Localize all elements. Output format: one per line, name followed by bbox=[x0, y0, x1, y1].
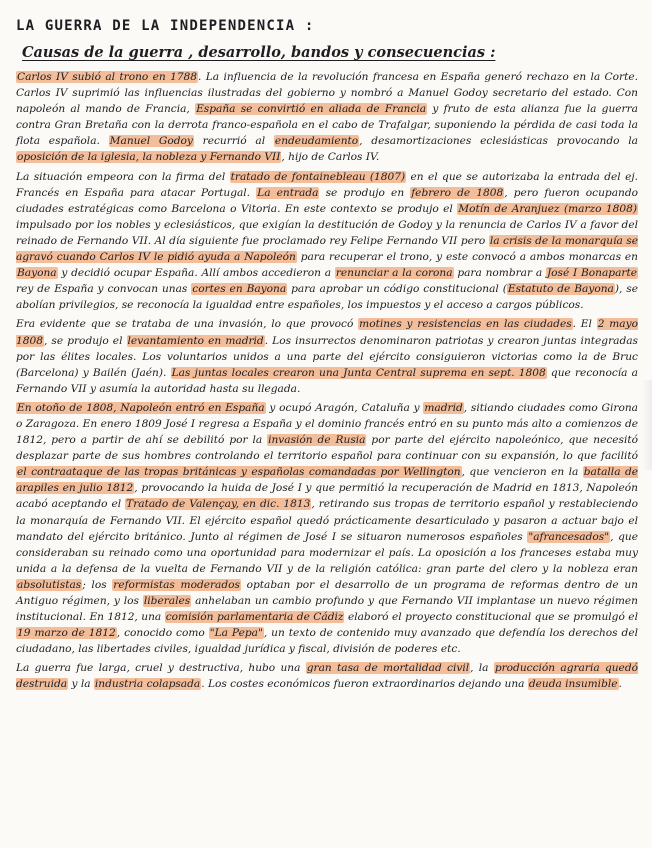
text-segment: optaban por el desarrollo de un programa de reformas dentro de un Antiguo régimen, y los bbox=[16, 578, 638, 607]
text-segment: . La influencia de la revolución francesa en España generó rechazo en la Corte. Carlos IV suprimió las influencias ilustradas del gobierno y nombró a Manuel Godoy secretario del estado. Con napoleón al mando de Francia, bbox=[16, 71, 638, 116]
highlighted-text: levantamiento en madrid bbox=[127, 334, 264, 347]
paragraph bbox=[16, 400, 638, 658]
highlighted-text: reformistas moderados bbox=[113, 578, 240, 591]
highlighted-text: batalla de arapiles en julio 1812 bbox=[16, 466, 638, 495]
text-segment: rey de España y convocan unas bbox=[16, 283, 192, 296]
highlighted-text: endeudamiento bbox=[274, 135, 359, 148]
text-segment: , pero fueron ocupando ciudades estratégicas como Barcelona o Vitoria. En este contexto se produjo el bbox=[16, 186, 638, 215]
text-segment: Era evidente que se trataba de una invasión, lo que provocó bbox=[16, 318, 359, 331]
text-segment: , que consideraban su reinado como una oportunidad para modernizar el país. La oposición a los franceses estaba muy unida a la defensa de la vuelta de Fernando VII y de la religión católica: gran parte del clero y la nobleza eran bbox=[16, 530, 638, 575]
paragraph bbox=[16, 660, 638, 692]
highlighted-text: Carlos IV subió al trono en 1788 bbox=[17, 71, 198, 83]
highlighted-text: industria colapsada bbox=[94, 678, 201, 691]
text-segment: . bbox=[618, 678, 622, 691]
text-segment: para nombrar a bbox=[453, 267, 546, 280]
highlighted-text: la crisis de la monarquía se agravó cuando Carlos IV le pidió ayuda a Napoleón bbox=[16, 234, 639, 264]
text-segment: y la bbox=[68, 678, 94, 691]
highlighted-text: cortes en Bayona bbox=[192, 283, 287, 296]
text-segment: , la bbox=[470, 662, 494, 675]
text-segment: ), se abolían privilegios, se reconocía la igualdad entre españoles, los impuestos y el acceso a cargos públicos. bbox=[16, 283, 638, 312]
page-edge-shadow bbox=[642, 380, 652, 470]
text-segment: elaboró el proyecto constitucional que se promulgó el bbox=[344, 611, 638, 624]
highlighted-text: oposición de la iglesia, la nobleza y Fernando VII bbox=[17, 151, 281, 164]
text-segment: se produjo en bbox=[319, 186, 411, 199]
paragraph bbox=[16, 169, 638, 314]
highlighted-text: Motín de Aranjuez (marzo 1808) bbox=[458, 202, 637, 215]
highlighted-text: Bayona bbox=[17, 267, 57, 280]
highlighted-text: tratado de fontainebleau (1807) bbox=[230, 170, 406, 183]
text-segment: , conocido como bbox=[116, 627, 209, 640]
paragraph bbox=[16, 69, 638, 166]
highlighted-text: absolutistas bbox=[17, 578, 82, 591]
notes-body bbox=[16, 69, 638, 693]
highlighted-text: "La Pepa" bbox=[209, 627, 263, 640]
highlighted-text: España se convirtió en aliada de Francia bbox=[196, 103, 427, 116]
highlighted-text: Tratado de Valençay, en dic. 1813 bbox=[126, 498, 311, 511]
text-segment: por parte del ejército napoleónico, que necesitó desplazar parte de sus hombres controlando el territorio español para continuar con su expansión, lo que facilitó bbox=[16, 434, 638, 463]
highlighted-text: La entrada bbox=[257, 186, 319, 199]
text-segment: La situación empeora con la firma del bbox=[16, 170, 230, 183]
highlighted-text: José I Bonaparte bbox=[546, 267, 637, 280]
highlighted-text: 2 mayo 1808 bbox=[16, 318, 638, 347]
text-segment: que reconocía a Fernando VII y asumía la autoridad hasta su llegada. bbox=[16, 366, 638, 395]
text-segment: recurrió al bbox=[193, 135, 274, 148]
highlighted-text: renunciar a la corona bbox=[335, 267, 453, 280]
highlighted-text: el contraataque de las tropas británicas y españolas comandadas por Wellington bbox=[17, 466, 461, 479]
highlighted-text: deuda insumible bbox=[528, 678, 618, 691]
text-segment: , que vencieron en la bbox=[461, 466, 583, 479]
text-segment: . Los insurrectos denominaron patriotas y crearon juntas integradas por las élites locales. Los voluntarios unidos a una parte del ejército consiguieron victorias como la de Bruc (Barcelona) y Bailén (Jaén). bbox=[16, 334, 638, 379]
text-segment: , provocando la huida de José I y que permitió la recuperación de Madrid en 1813, Napoleón acabó aceptando el bbox=[16, 482, 638, 511]
section-subtitle: Causas de la guerra , desarrollo, bandos y consecuencias : bbox=[22, 44, 496, 61]
paragraph bbox=[16, 316, 638, 396]
highlighted-text: febrero de 1808 bbox=[411, 186, 504, 199]
text-segment: , hijo de Carlos IV. bbox=[281, 151, 380, 164]
highlighted-text: Estatuto de Bayona bbox=[507, 283, 614, 296]
text-segment: , desamortizaciones eclesiásticas provocando la bbox=[359, 135, 638, 148]
text-segment: y fruto de esta alianza fue la guerra contra Gran Bretaña con la derrota franco-española en el cabo de Trafalgar, suponiendo la pérdida de casi toda la flota española. bbox=[16, 103, 638, 148]
highlighted-text: madrid bbox=[424, 401, 463, 414]
text-segment: anhelaban un cambio profundo y que Fernando VII implantase un nuevo régimen institucional. En 1812, una bbox=[16, 595, 638, 624]
text-segment: . El bbox=[572, 318, 597, 331]
text-segment: , retirando sus tropas de territorio español y restableciendo la monarquía de Fernando VII. El ejército español quedó prácticamente desarticulado y pasaron a actuar bajo el mandato del ejército británico. Junto al régimen de José I se situaron numerosos españoles bbox=[16, 498, 638, 543]
highlighted-text: producción agraria quedó destruida bbox=[16, 662, 638, 691]
text-segment: para aprobar un código constitucional ( bbox=[287, 283, 507, 296]
text-segment: , un texto de contenido muy avanzado que defendía los derechos del ciudadano, las libertades civiles, igualdad jurídica y fiscal, división de poderes etc. bbox=[16, 627, 638, 656]
highlighted-text: Las juntas locales crearon una Junta Central suprema en sept. 1808 bbox=[171, 366, 546, 379]
text-segment: impulsado por los nobles y eclesiásticos, que exigían la destitución de Godoy y la renuncia de Carlos IV a favor del reinado de Fernando VII. Al día siguiente fue proclamado rey Felipe Fernando VII pero bbox=[16, 218, 638, 247]
highlighted-text: comisión parlamentaria de Cádiz bbox=[165, 611, 344, 624]
text-segment: , sitiando ciudades como Girona o Zaragoza. En enero 1809 José I regresa a España y el dominio francés entró en su punto más alto a comienzos de 1812, pero a partir de ahí se debilitó por la bbox=[16, 401, 638, 447]
highlighted-text: invasión de Rusia bbox=[268, 434, 366, 447]
page-title: LA GUERRA DE LA INDEPENDENCIA : bbox=[16, 18, 315, 34]
highlighted-text: liberales bbox=[143, 595, 191, 607]
text-segment: , se produjo el bbox=[43, 334, 127, 347]
text-segment: en el que se autorizaba la entrada del ej. Francés en España para atacar Portugal. bbox=[16, 170, 638, 199]
text-segment: para recuperar el trono, y este convocó a ambos monarcas en bbox=[296, 251, 638, 264]
highlighted-text: "afrancesados" bbox=[528, 530, 610, 543]
text-segment: . Los costes económicos fueron extraordinarios dejando una bbox=[201, 678, 528, 691]
highlighted-text: 19 marzo de 1812 bbox=[17, 627, 116, 640]
highlighted-text: motines y resistencias en las ciudades bbox=[359, 318, 572, 331]
highlighted-text: gran tasa de mortalidad civil bbox=[306, 662, 470, 675]
text-segment: ; los bbox=[82, 578, 113, 591]
text-segment: y ocupó Aragón, Cataluña y bbox=[265, 401, 424, 414]
text-segment: y decidió ocupar España. Allí ambos accedieron a bbox=[57, 267, 335, 280]
text-segment: La guerra fue larga, cruel y destructiva, hubo una bbox=[16, 662, 306, 675]
highlighted-text: Manuel Godoy bbox=[109, 135, 193, 148]
highlighted-text: En otoño de 1808, Napoleón entró en España bbox=[17, 401, 265, 414]
